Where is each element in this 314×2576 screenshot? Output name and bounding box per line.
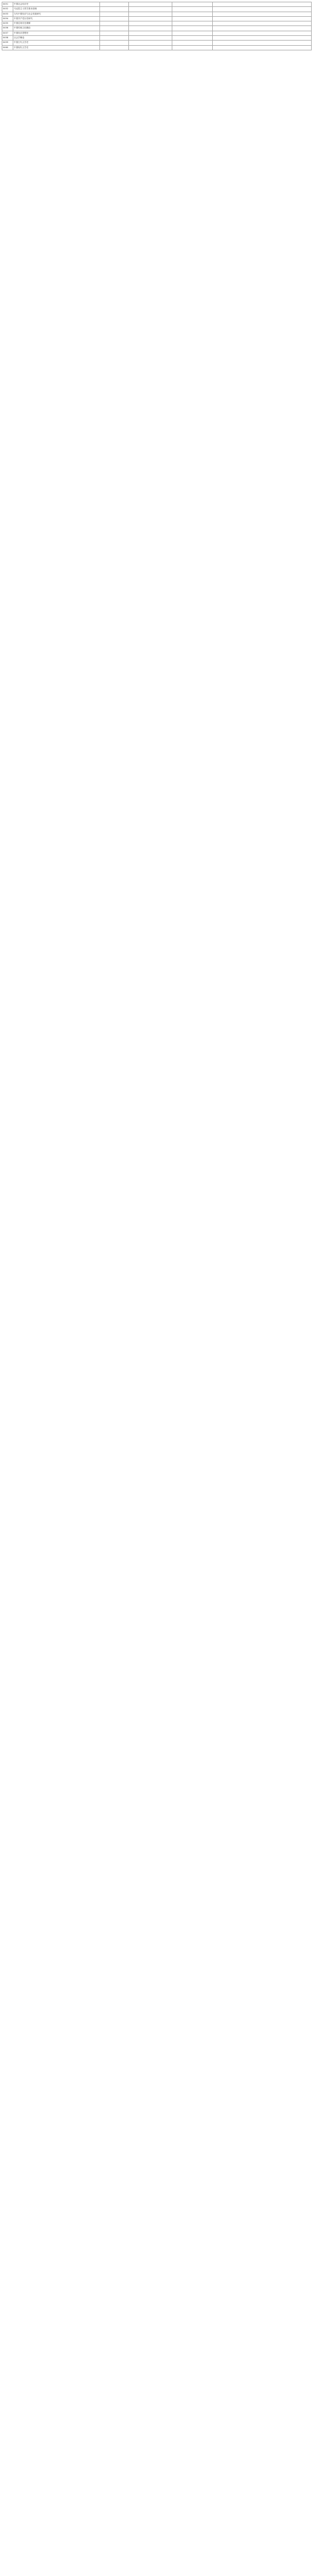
cell-code bbox=[172, 31, 213, 35]
table-row bbox=[2, 35, 312, 40]
cell-blank bbox=[213, 16, 312, 21]
cell-author bbox=[100, 41, 129, 45]
cell-publisher bbox=[129, 2, 172, 7]
cell-publisher bbox=[129, 16, 172, 21]
cell-title: 中国现代文学史 bbox=[13, 45, 100, 50]
cell-title: 中国共产党历史研究 bbox=[13, 16, 100, 21]
cell-no: 0456 bbox=[2, 26, 13, 31]
cell-blank bbox=[213, 7, 312, 12]
cell-code bbox=[172, 21, 213, 26]
cell-no: 0457 bbox=[2, 31, 13, 35]
cell-author bbox=[100, 35, 129, 40]
cell-no: 0451 bbox=[2, 2, 13, 7]
table-row bbox=[2, 31, 312, 35]
cell-author bbox=[100, 7, 129, 12]
cell-blank bbox=[213, 21, 312, 26]
cell-title: 中国近现代史纲要 bbox=[13, 21, 100, 26]
cell-title: 社会学概论 bbox=[13, 35, 100, 40]
cell-blank bbox=[213, 31, 312, 35]
table-body bbox=[2, 2, 312, 50]
cell-publisher bbox=[129, 12, 172, 16]
cell-author bbox=[100, 45, 129, 50]
cell-author bbox=[100, 31, 129, 35]
cell-code bbox=[172, 26, 213, 31]
table-row bbox=[2, 26, 312, 31]
cell-no: 0459 bbox=[2, 41, 13, 45]
cell-code bbox=[172, 7, 213, 12]
cell-title: 中国经济思想史 bbox=[13, 31, 100, 35]
cell-code bbox=[172, 12, 213, 16]
table-row bbox=[2, 41, 312, 45]
cell-publisher bbox=[129, 35, 172, 40]
table-row bbox=[2, 12, 312, 16]
cell-author bbox=[100, 16, 129, 21]
cell-blank bbox=[213, 45, 312, 50]
cell-blank bbox=[213, 2, 312, 7]
cell-publisher bbox=[129, 7, 172, 12]
cell-title: 当代中国经济与社会发展研究 bbox=[13, 12, 100, 16]
cell-code bbox=[172, 16, 213, 21]
cell-no: 0454 bbox=[2, 16, 13, 21]
cell-author bbox=[100, 26, 129, 31]
cell-no: 0458 bbox=[2, 35, 13, 40]
book-list-table bbox=[2, 2, 312, 50]
cell-publisher bbox=[129, 31, 172, 35]
cell-code bbox=[172, 45, 213, 50]
table-row bbox=[2, 16, 312, 21]
cell-title: 中国古代文学史 bbox=[13, 41, 100, 45]
cell-code bbox=[172, 2, 213, 7]
cell-title: 马克思主义哲学基本原理 bbox=[13, 7, 100, 12]
cell-title: 中国社会经济史 bbox=[13, 2, 100, 7]
cell-publisher bbox=[129, 26, 172, 31]
table-row bbox=[2, 7, 312, 12]
cell-no: 0455 bbox=[2, 21, 13, 26]
table-row bbox=[2, 2, 312, 7]
cell-author bbox=[100, 12, 129, 16]
cell-publisher bbox=[129, 21, 172, 26]
cell-no: 0453 bbox=[2, 12, 13, 16]
cell-code bbox=[172, 35, 213, 40]
cell-code bbox=[172, 41, 213, 45]
cell-publisher bbox=[129, 45, 172, 50]
table-row bbox=[2, 21, 312, 26]
cell-author bbox=[100, 2, 129, 7]
cell-author bbox=[100, 21, 129, 26]
table-row bbox=[2, 45, 312, 50]
cell-blank bbox=[213, 26, 312, 31]
cell-no: 0460 bbox=[2, 45, 13, 50]
cell-blank bbox=[213, 12, 312, 16]
cell-blank bbox=[213, 41, 312, 45]
cell-title: 中国传统文化概论 bbox=[13, 26, 100, 31]
cell-publisher bbox=[129, 41, 172, 45]
cell-no: 0452 bbox=[2, 7, 13, 12]
cell-blank bbox=[213, 35, 312, 40]
